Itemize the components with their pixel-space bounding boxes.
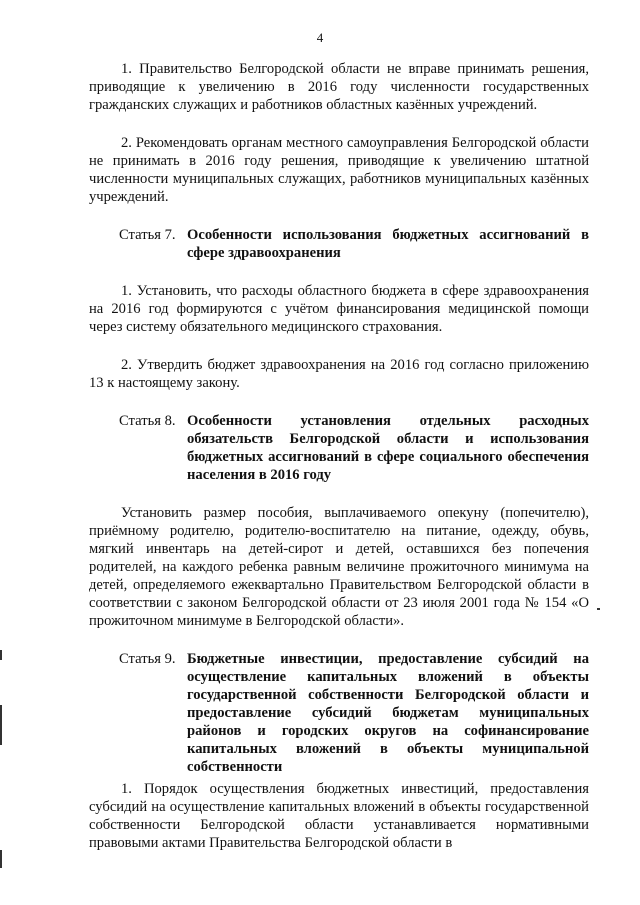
article-7-heading bbox=[119, 226, 589, 262]
left-edge-mark bbox=[0, 705, 2, 745]
article-8-heading bbox=[119, 412, 589, 484]
scan-dot-mark bbox=[597, 608, 600, 610]
article-9-label: Статья 9. bbox=[119, 651, 176, 667]
left-edge-mark bbox=[0, 850, 2, 868]
article-7-title: Особенности использования бюджетных ассигнований в сфере здравоохранения bbox=[187, 227, 589, 261]
article-8-label: Статья 8. bbox=[119, 413, 176, 429]
paragraph-municipal-recommendation: 2. Рекомендовать органам местного самоуправления Белгородской области не принимать в 2016 году решения, приводящие к увеличению штатной численности муниципальных служащих, работников муниципальных казённых учреждений. bbox=[89, 135, 589, 205]
paragraph-article-8-item-1: Установить размер пособия, выплачиваемого опекуну (попечителю), приёмному родителю, родителю-воспитателю на питание, одежду, обувь, мягкий инвентарь на детей-сирот и детей, оставшихся без попечения родителей, на каждого ребенка равным величине прожиточного минимума на детей, определяемого ежеквартально Правительством Белгородской области в соответствии с законом Белгородской области от 23 июля 2001 года № 154 «О прожиточном минимуме в Белгородской области». bbox=[89, 505, 589, 629]
paragraph-article-9-item-1: 1. Порядок осуществления бюджетных инвестиций, предоставления субсидий на осуществление капитальных вложений в объекты государственной собственности Белгородской области устанавливается нормативными правовыми актами Правительства Белгородской области в bbox=[89, 781, 589, 851]
left-edge-mark bbox=[0, 650, 2, 660]
paragraph-article-7-item-1: 1. Установить, что расходы областного бюджета в сфере здравоохранения на 2016 год формируются с учётом финансирования медицинской помощи через систему обязательного медицинского страхования. bbox=[89, 283, 589, 335]
article-9-title: Бюджетные инвестиции, предоставление субсидий на осуществление капитальных вложений в объекты государственной собственности Белгородской области и предоставление субсидий бюджетам муниципальных районов и городских округов на софинансирование капитальных вложений в объекты муниципальной собственности bbox=[187, 651, 589, 775]
paragraph-government-restriction: 1. Правительство Белгородской области не вправе принимать решения, приводящие к увеличению в 2016 году численности государственных гражданских служащих и работников областных казённых учреждений. bbox=[89, 61, 589, 113]
paragraph-article-7-item-2: 2. Утвердить бюджет здравоохранения на 2016 год согласно приложению 13 к настоящему закону. bbox=[89, 357, 589, 391]
article-7-label: Статья 7. bbox=[119, 227, 176, 243]
article-8-title: Особенности установления отдельных расходных обязательств Белгородской области и использования бюджетных ассигнований в сфере социального обеспечения населения в 2016 году bbox=[187, 413, 589, 483]
article-9-heading bbox=[119, 650, 589, 776]
page-number: 4 bbox=[316, 30, 324, 45]
document-body bbox=[89, 60, 589, 852]
